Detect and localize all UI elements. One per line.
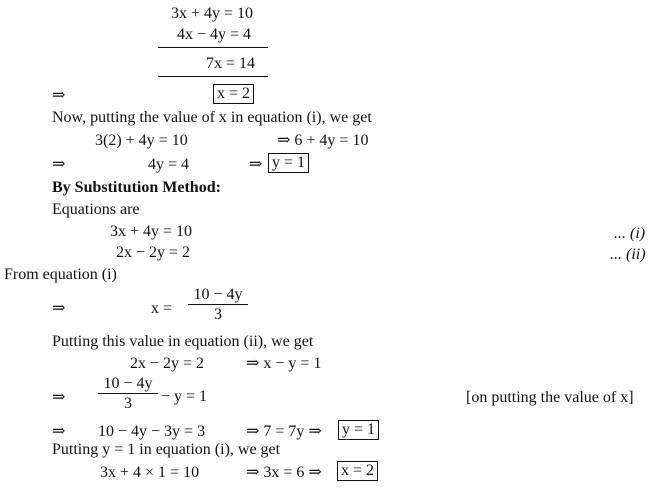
equations-are-label: Equations are (52, 201, 140, 218)
result-box-y: y = 1 (268, 153, 309, 173)
line-d-right: ⇒ 3x = 6 ⇒ (246, 464, 322, 481)
elim-rule-bottom (158, 76, 268, 77)
implies-arrow: ⇒ (52, 156, 66, 173)
eq1-tag: ... (i) (614, 225, 646, 242)
sub-eq1: 3x + 4y = 10 (110, 223, 193, 240)
fraction-denominator: 3 (124, 395, 132, 412)
eq2-tag: ... (ii) (610, 246, 646, 263)
result-box-x: x = 2 (337, 461, 378, 481)
result-box-y: y = 1 (338, 420, 379, 440)
fraction-x (188, 287, 248, 323)
line-c-left: 10 − 4y − 3y = 3 (98, 423, 206, 440)
putting-y-text: Putting y = 1 in equation (i), we get (52, 441, 281, 458)
fraction-numerator: 10 − 4y (98, 376, 158, 394)
line-d-left: 3x + 4 × 1 = 10 (100, 464, 200, 481)
putting-value-text: Putting this value in equation (ii), we get (52, 333, 314, 350)
section-heading: By Substitution Method: (52, 179, 221, 196)
fraction-y (98, 376, 158, 412)
elim-eq1: 3x + 4y = 10 (171, 5, 254, 22)
implies-arrow: ⇒ (52, 423, 66, 440)
back-sub-line2-mid: 4y = 4 (148, 156, 190, 173)
sub-eq2: 2x − 2y = 2 (116, 244, 191, 261)
implies-arrow: ⇒ (52, 300, 66, 317)
elim-eq2: 4x − 4y = 4 (177, 26, 252, 43)
line-a-left: 2x − 2y = 2 (130, 355, 205, 372)
elim-rule-top (158, 47, 268, 48)
implies-arrow: ⇒ (52, 87, 66, 104)
back-sub-line1-left: 3(2) + 4y = 10 (95, 132, 188, 149)
fraction-denominator: 3 (214, 306, 222, 323)
fraction-tail: − y = 1 (161, 388, 208, 405)
fraction-numerator: 10 − 4y (188, 287, 248, 305)
back-sub-intro: Now, putting the value of x in equation (i), we get (52, 109, 372, 126)
back-sub-line1-right: ⇒ 6 + 4y = 10 (277, 132, 369, 149)
from-equation-label: From equation (i) (4, 266, 117, 283)
x-equals: x = (151, 300, 173, 317)
elim-sum: 7x = 14 (206, 55, 256, 72)
implies-arrow: ⇒ (249, 156, 263, 173)
margin-note: [on putting the value of x] (466, 389, 634, 406)
line-a-right: ⇒ x − y = 1 (246, 355, 322, 372)
result-box-x: x = 2 (213, 84, 254, 104)
line-c-right: ⇒ 7 = 7y ⇒ (246, 423, 322, 440)
implies-arrow: ⇒ (52, 389, 66, 406)
